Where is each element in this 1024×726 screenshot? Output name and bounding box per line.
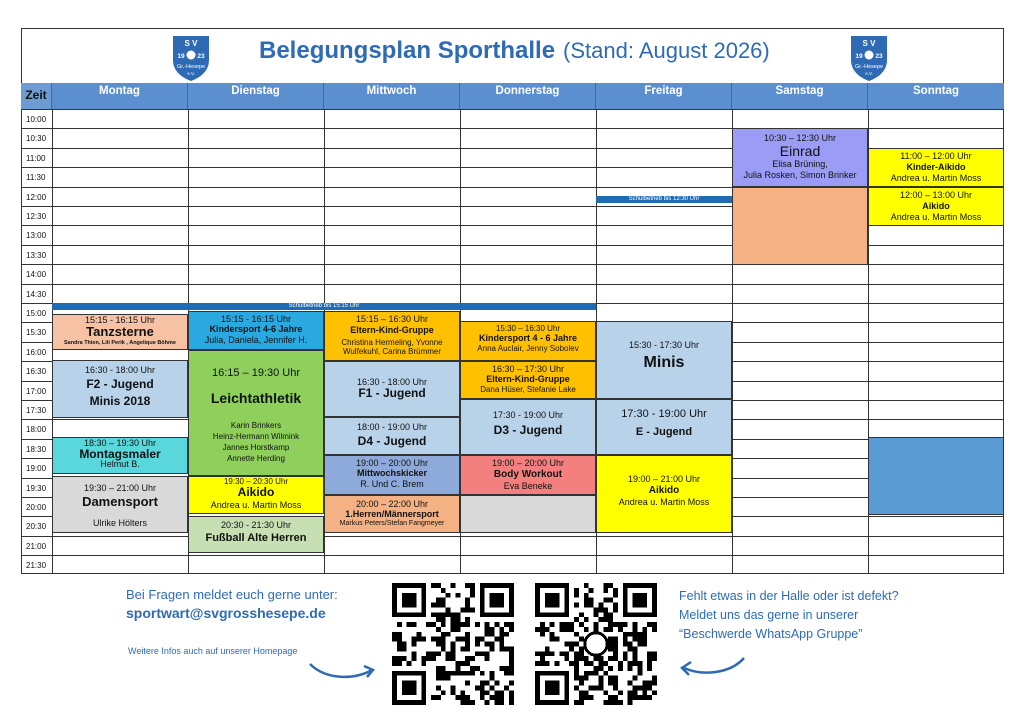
time-label: 15:30 — [26, 328, 47, 337]
event-leichtathletik — [188, 350, 324, 476]
event-kindersport-donnerstag — [460, 321, 596, 361]
event-fussball-alte-herren — [188, 516, 324, 553]
event-people: Helmut B. — [100, 459, 140, 470]
title-stand: (Stand: August 2026) — [563, 38, 770, 63]
club-logo — [169, 32, 213, 82]
event-name: Leichtathletik — [210, 389, 302, 406]
homepage-note: Weitere Infos auch auf unserer Homepage — [128, 646, 298, 656]
event-name: Einrad — [779, 143, 821, 160]
event-time: 11:00 – 12:00 Uhr — [900, 151, 972, 161]
event-time: 15:15 – 16:30 Uhr — [355, 314, 429, 324]
time-label: 16:00 — [26, 348, 47, 357]
header-day-mittwoch: Mittwoch — [324, 83, 460, 109]
logo-num-left: 19 — [855, 53, 863, 60]
event-name: 1.Herren/Männersport — [345, 509, 439, 520]
event-name: F1 - Jugend — [358, 386, 426, 401]
event-person-3: Jannes Horstkamp — [222, 442, 290, 452]
grid-row-line — [21, 555, 1004, 556]
event-name: Eltern-Kind-Gruppe — [350, 325, 434, 336]
event-people: Eva Beneke — [503, 480, 553, 491]
event-eltern-kind-mittwoch — [324, 311, 460, 361]
time-label: 21:30 — [26, 561, 47, 570]
time-label: 19:00 — [26, 464, 47, 473]
logo-bottom-text: Gr.-Hesepe — [176, 64, 206, 70]
event-name: F2 - Jugend — [86, 377, 154, 392]
event-person-1: Karin Brinkers — [230, 420, 282, 430]
header-day-freitag: Freitag — [596, 83, 732, 109]
event-name: Mittwochskicker — [356, 468, 428, 479]
event-person-2: Heinz-Hermann Wilmink — [212, 431, 300, 441]
event-time: 19:30 – 20:30 Uhr — [223, 477, 289, 486]
event-time: 20:00 – 22:00 Uhr — [355, 499, 429, 509]
header-zeit: Zeit — [21, 83, 52, 109]
event-name: D4 - Jugend — [357, 434, 427, 449]
event-time: 18:30 – 19:30 Uhr — [83, 438, 157, 448]
event-name: Eltern-Kind-Gruppe — [486, 374, 570, 385]
event-eltern-kind-donnerstag — [460, 361, 596, 399]
time-label: 20:30 — [26, 522, 47, 531]
block-sonntag-blue — [868, 437, 1004, 515]
time-label: 10:00 — [26, 115, 47, 124]
event-name: Body Workout — [493, 469, 563, 481]
time-label: 15:00 — [26, 309, 47, 318]
event-time: 17:30 - 19:00 Uhr — [492, 410, 564, 420]
time-label: 18:30 — [26, 445, 47, 454]
event-person-1: Elisa Brüning, — [772, 159, 828, 170]
grid-row-line — [21, 284, 1004, 285]
event-tanzsterne — [52, 314, 188, 350]
event-person-2: Wulfekuhl, Carina Brümmer — [342, 346, 442, 356]
time-label: 16:30 — [26, 367, 47, 376]
empty-block-donnerstag — [460, 495, 596, 533]
block-samstag-orange — [732, 187, 868, 265]
title-main: Belegungsplan Sporthalle — [259, 37, 556, 64]
time-label: 17:30 — [26, 406, 47, 415]
event-time: 19:00 – 20:00 Uhr — [355, 458, 429, 468]
page-title — [259, 37, 770, 65]
report-line-2: Meldet uns das gerne in unserer — [679, 608, 859, 622]
time-label: 13:00 — [26, 231, 47, 240]
event-name: Kindersport 4-6 Jahre — [209, 324, 303, 335]
header-day-montag: Montag — [52, 83, 188, 109]
event-people: Dana Hüser, Stefanie Lake — [480, 384, 576, 394]
event-f2-jugend — [52, 360, 188, 418]
header — [21, 28, 1004, 83]
time-label: 11:30 — [26, 173, 46, 182]
time-label: 18:00 — [26, 425, 47, 434]
event-name-2: Minis 2018 — [89, 394, 151, 409]
logo-bottom-text: Gr.-Hesepe — [854, 64, 884, 70]
event-name: Damensport — [82, 494, 158, 510]
time-label: 12:00 — [26, 193, 47, 202]
event-time: 18:00 - 19:00 Uhr — [356, 422, 428, 432]
event-name: Aikido — [922, 201, 950, 212]
event-name: Fußball Alte Herren — [205, 532, 307, 545]
event-d3-jugend — [460, 399, 596, 455]
qr-code-whatsapp-icon[interactable] — [535, 583, 657, 705]
time-label: 12:30 — [26, 212, 47, 221]
footer — [0, 574, 1024, 726]
contact-question: Bei Fragen meldet euch gerne unter: — [126, 587, 338, 602]
time-label: 11:00 — [26, 154, 46, 163]
event-time: 15:15 - 16:15 Uhr — [220, 314, 292, 324]
event-mittwochskicker — [324, 455, 460, 495]
time-label: 17:00 — [26, 387, 47, 396]
contact-email-link[interactable]: sportwart@svgrosshesepe.de — [126, 605, 326, 621]
logo-num-right: 23 — [197, 53, 205, 60]
event-time: 15:30 – 16:30 Uhr — [495, 324, 561, 333]
event-name: Minis — [643, 354, 685, 372]
event-e-jugend — [596, 399, 732, 455]
event-people: R. Und C. Brem — [360, 478, 424, 489]
event-herren-maennersport — [324, 495, 460, 533]
event-kinder-aikido — [868, 148, 1004, 187]
schulbetrieb-bar: Schulbetrieb bis 15:15 Uhr — [52, 303, 596, 310]
event-time: 19:00 – 21:00 Uhr — [627, 474, 701, 484]
grid-row-line — [21, 536, 1004, 537]
event-body-workout — [460, 455, 596, 495]
day-header-row — [21, 83, 1004, 109]
time-label: 20:00 — [26, 503, 47, 512]
event-time: 16:30 - 18:00 Uhr — [84, 365, 156, 375]
event-time: 15:15 - 16:15 Uhr — [84, 315, 156, 325]
time-label: 14:30 — [26, 290, 47, 299]
qr-code-homepage-icon[interactable] — [392, 583, 514, 705]
event-people: Andrea u. Martin Moss — [890, 211, 982, 222]
event-aikido-sonntag — [868, 187, 1004, 226]
event-name: Kindersport 4 - 6 Jahre — [478, 333, 578, 344]
grid-row-line — [21, 109, 1004, 110]
arrow-left-icon — [676, 652, 748, 680]
logo-small-text: e.V. — [865, 71, 873, 76]
time-label: 10:30 — [26, 134, 47, 143]
event-name: Aikido — [237, 485, 275, 500]
time-label: 13:30 — [26, 251, 47, 260]
time-label: 21:00 — [26, 542, 47, 551]
event-time: 20:30 - 21:30 Uhr — [220, 520, 292, 530]
event-aikido-freitag — [596, 455, 732, 533]
event-name: Kinder-Aikido — [906, 162, 966, 173]
report-defect-text — [679, 587, 899, 644]
event-minis — [596, 321, 732, 399]
event-damensport — [52, 476, 188, 533]
event-time: 12:00 – 13:00 Uhr — [899, 190, 973, 200]
header-day-dienstag: Dienstag — [188, 83, 324, 109]
event-people: Ulrike Hölters — [92, 518, 147, 529]
club-logo — [847, 32, 891, 82]
event-time: 17:30 - 19:00 Uhr — [621, 408, 707, 420]
event-time: 16:15 – 19:30 Uhr — [211, 367, 301, 379]
logo-top-text: S V — [184, 39, 198, 48]
event-time: 19:00 – 20:00 Uhr — [491, 458, 565, 468]
event-einrad — [732, 128, 868, 187]
event-time: 19:30 – 21:00 Uhr — [83, 483, 157, 493]
event-people: Andrea u. Martin Moss — [618, 496, 710, 507]
event-people: Markus Peters/Stefan Fangmeyer — [339, 519, 445, 527]
event-time: 15:30 - 17:30 Uhr — [628, 340, 700, 350]
event-kindersport-dienstag — [188, 311, 324, 350]
time-label: 19:30 — [26, 484, 47, 493]
event-people: Anna Auclair, Jenny Sobolev — [477, 343, 579, 353]
header-day-sonntag: Sonntag — [913, 85, 959, 97]
time-label: 14:00 — [26, 270, 47, 279]
event-people: Sandra Thien, Lili Perik , Angelique Böhme — [64, 340, 176, 347]
event-aikido-dienstag — [188, 476, 324, 514]
event-time: 16:30 – 17:30 Uhr — [491, 364, 565, 374]
event-time: 10:30 – 12:30 Uhr — [763, 133, 837, 143]
header-day-donnerstag: Donnerstag — [460, 83, 596, 109]
event-person-1: Christina Hermeling, Yvonne — [341, 337, 443, 347]
event-name: Montagsmaler — [79, 447, 161, 462]
event-f1-jugend — [324, 361, 460, 417]
schedule-grid — [21, 109, 1004, 574]
logo-num-left: 19 — [177, 53, 185, 60]
header-day-samstag: Samstag — [732, 83, 868, 109]
event-name: Aikido — [648, 485, 680, 497]
schulbetrieb-bar-freitag: Schulbetrieb bis 12:30 Uhr — [596, 196, 732, 203]
event-people: Andrea u. Martin Moss — [210, 499, 302, 510]
report-line-3: “Beschwerde WhatsApp Gruppe” — [679, 627, 863, 641]
event-people: Julia, Daniela, Jennifer H. — [204, 334, 308, 345]
event-person-4: Annette Herding — [227, 453, 285, 463]
event-name: E - Jugend — [635, 425, 693, 438]
event-d4-jugend — [324, 417, 460, 455]
logo-small-text: e.V. — [187, 71, 195, 76]
report-line-1: Fehlt etwas in der Halle oder ist defekt? — [679, 589, 899, 603]
event-person-2: Julia Rosken, Simon Brinker — [743, 169, 857, 180]
event-name: D3 - Jugend — [493, 423, 563, 438]
arrow-right-icon — [306, 658, 378, 684]
logo-top-text: S V — [862, 39, 876, 48]
event-people: Andrea u. Martin Moss — [890, 172, 982, 183]
logo-num-right: 23 — [875, 53, 883, 60]
event-name: Tanzsterne — [86, 324, 154, 340]
event-montagsmaler — [52, 437, 188, 474]
event-time: 16:30 - 18:00 Uhr — [356, 377, 428, 387]
